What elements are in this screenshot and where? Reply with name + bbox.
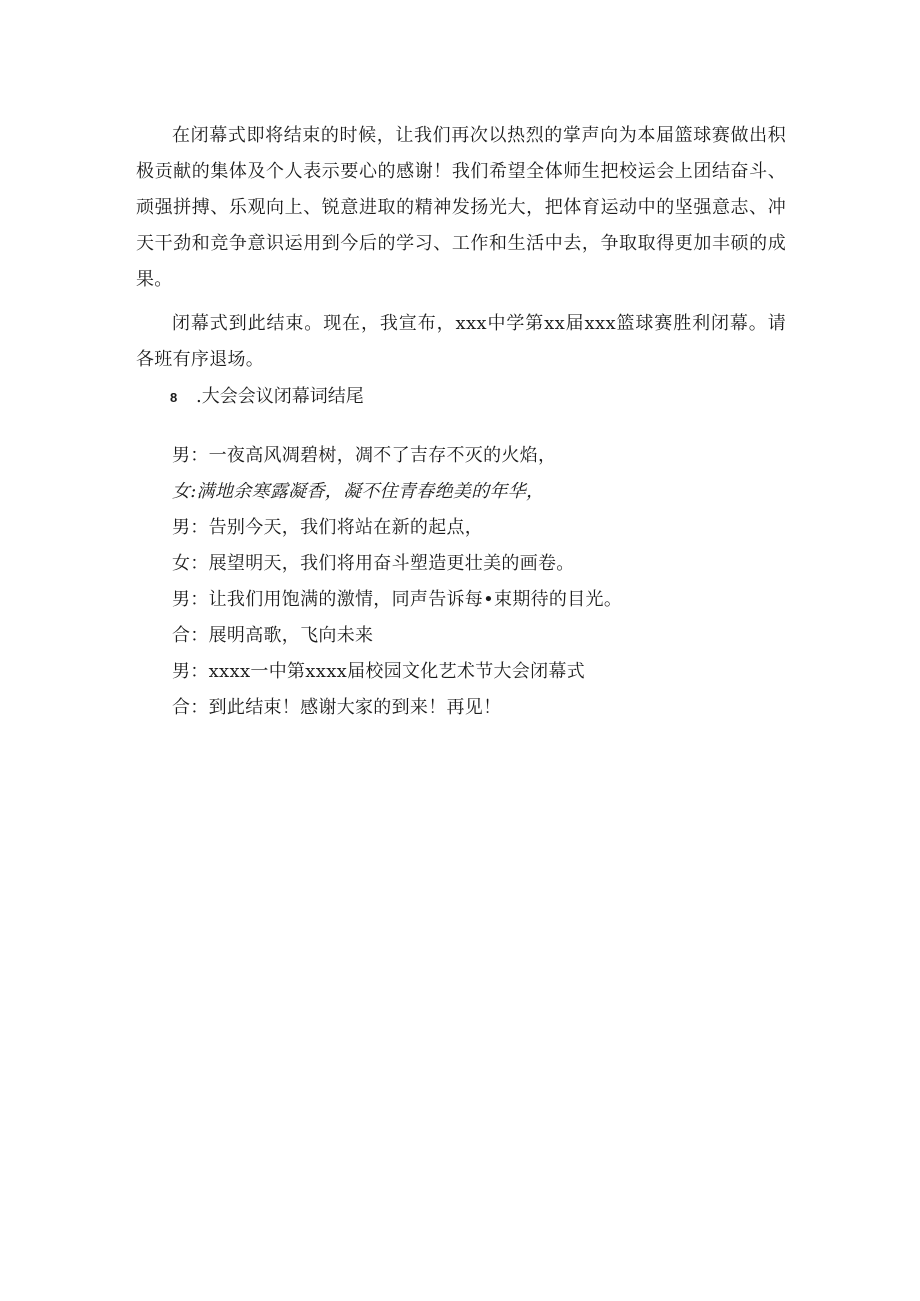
dialogue-line: 合：展明高歌，飞向未来 bbox=[172, 625, 374, 646]
dialogue-line: 男：告别今天，我们将站在新的起点， bbox=[172, 517, 484, 538]
section-title: .大会会议闭幕词结尾 bbox=[196, 386, 364, 407]
dialogue-line: 女：展望明天，我们将用奋斗塑造更壮美的画卷。 bbox=[172, 553, 575, 574]
section-heading bbox=[170, 382, 364, 413]
section-number: 8 bbox=[170, 390, 178, 405]
dialogue-line: 男：一夜高风凋碧树，凋不了吉存不灭的火焰， bbox=[172, 445, 557, 466]
closing-paragraph: 在闭幕式即将结束的时候，让我们再次以热烈的掌声向为本届篮球赛做出积极贡献的集体及个人表示要心的感谢！我们希望全体师生把校运会上团结奋斗、顽强拼搏、乐观向上、锐意进取的精神发扬光大，把体育运动中的坚强意志、冲天干劲和竞争意识运用到今后的学习、工作和生活中去，争取取得更加丰硕的成果。 bbox=[136, 125, 786, 290]
dialogue-line: 合：到此结束！感谢大家的到来！再见！ bbox=[172, 697, 502, 718]
dialogue-line: 女:满地余寒露凝香，凝不住青春绝美的年华， bbox=[172, 481, 545, 502]
dialogue-line: 男：让我们用饱满的激情，同声告诉每•束期待的目光。 bbox=[172, 589, 623, 610]
dialogue-line: 男：xxxx一中第xxxx届校园文化艺术节大会闭幕式 bbox=[172, 661, 586, 682]
dialogue-list bbox=[172, 438, 622, 726]
announcement-paragraph: 闭幕式到此结束。现在，我宣布，xxx中学第xx届xxx篮球赛胜利闭幕。请各班有序退场。 bbox=[136, 313, 786, 370]
